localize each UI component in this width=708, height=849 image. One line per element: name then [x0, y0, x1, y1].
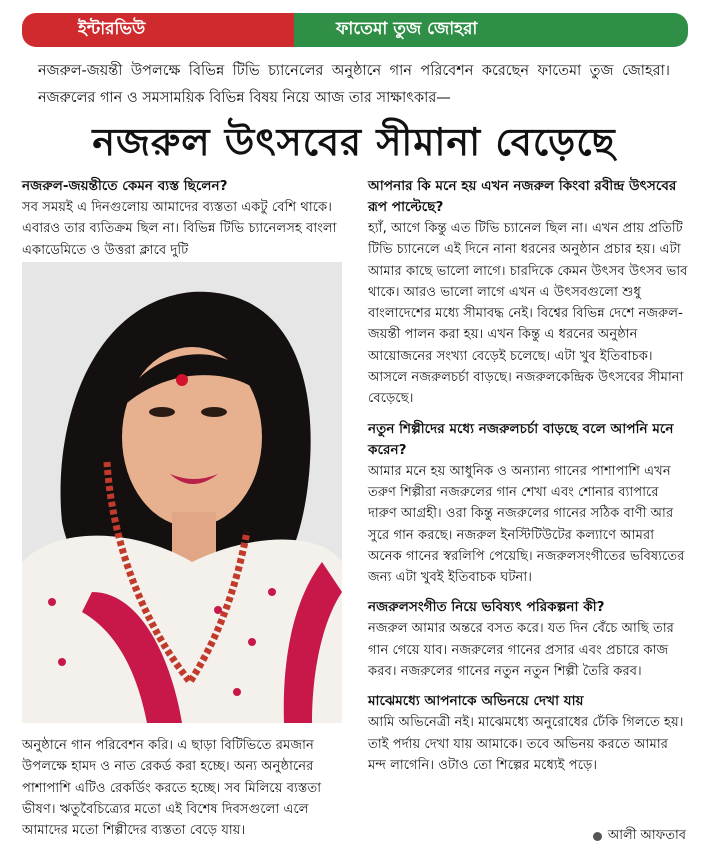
left-eye	[149, 407, 175, 417]
answer-1-part-1: সব সময়ই এ দিনগুলোয় আমাদের ব্যস্ততা একটু বেশি থাকে। এবারও তার ব্যতিক্রম ছিল না। বিভিন্ন টিভি চ্যানেলসহ বাংলা একাডেমিতে ও উত্তরা ক্লাবে দুটি	[22, 200, 337, 258]
portrait-illustration	[22, 262, 342, 723]
answer-5: আমি অভিনেত্রী নই। মাঝেমধ্যে অনুরোধের ঢেঁকি গিলতে হয়। তাই পর্দায় দেখা যায় আমাকে। তবে অভিনয় করতে আমার মন্দ লাগেনি। ওটাও তো শিল্পের মধ্যেই পড়ে।	[368, 715, 684, 773]
bindi-dot	[176, 374, 188, 386]
question-2: আপনার কি মনে হয় এখন নজরুল কিংবা রবীন্দ্র উৎসবের রূপ পাল্টেছে?	[368, 178, 677, 215]
singer-portrait-photo	[22, 262, 342, 723]
byline	[593, 826, 686, 847]
section-tab-bar	[22, 13, 688, 47]
answer-4: নজরুল আমার অন্তরে বসত করে। যত দিন বেঁচে আছি তার গান গেয়ে যাব। নজরুলের গানের প্রসার এবং প্রচারে কাজ করব। নজরুলের গানের নতুন নতুন শিল্পী তৈরি করব।	[368, 621, 674, 680]
answer-2: হ্যাঁ, আগে কিন্তু এত টিভি চ্যানেল ছিল না। এখন প্রায় প্রতিটি টিভি চ্যানেলে এই দিনে নানা ধরনের অনুষ্ঠান প্রচার হয়। এটা আমার কাছে ভালো লাগে। চারদিকে কেমন উৎসব উৎসব ভাব থাকে। আরও ভালো লাগে এখন এ উৎসবগুলো শুধু বাংলাদেশের মধ্যে সীমাবদ্ধ নেই। বিশ্বের বিভিন্ন দেশে নজরুল-জয়ন্তী পালন করা হয়। এখন কিন্তু এ ধরনের অনুষ্ঠান আয়োজনের সংখ্যা বেড়েই চলেছে। এটা খুব ইতিবাচক। আসলে নজরুলচর্চা বাড়ছে। নজরুলকেন্দ্রিক উৎসবের সীমানা বেড়েছে।	[368, 221, 688, 407]
section-tab-interview: ইন্টারভিউ	[22, 13, 294, 47]
headline: নজরুল উৎসবের সীমানা বেড়েছে	[92, 119, 616, 164]
question-3: নতুন শিল্পীদের মধ্যে নজরুলচর্চা বাড়ছে বলে আপনি মনে করেন?	[368, 420, 674, 458]
answer-3: আমার মনে হয় আধুনিক ও অন্যান্য গানের পাশাপাশি এখন তরুণ শিল্পীরা নজরুলের গান শেখা এবং শোনার ব্যাপারে দারুণ আগ্রহী। ওরা কিন্তু নজরুলের গানের সঠিক বাণী আর সুরে গান করছে। নজরুল ইনস্টিটিউটের কল্যাণে আমরা অনেক গানের স্বরলিপি পেয়েছি। নজরুলসংগীতের ভবিষ্যতের জন্য এটা খুবই ইতিবাচক ঘটনা।	[368, 463, 685, 586]
left-column-bottom	[22, 735, 344, 841]
bullet-icon	[593, 832, 602, 841]
left-column-top	[22, 176, 344, 261]
right-eye	[201, 407, 227, 417]
question-4: নজরুলসংগীত নিয়ে ভবিষ্যৎ পরিকল্পনা কী?	[368, 599, 605, 616]
intro-paragraph: নজরুল-জয়ন্তী উপলক্ষে বিভিন্ন টিভি চ্যানেলের অনুষ্ঠানে গান পরিবেশন করেছেন ফাতেমা তুজ জোহরা। নজরুলের গান ও সমসাময়িক বিভিন্ন বিষয় নিয়ে আজ তার সাক্ষাৎকার—	[38, 63, 670, 106]
question-1: নজরুল-জয়ন্তীতে কেমন ব্যস্ত ছিলেন?	[22, 178, 228, 194]
right-column	[368, 176, 688, 776]
byline-author: আলী আফতাব	[607, 828, 686, 843]
answer-1-part-2: অনুষ্ঠানে গান পরিবেশন করি। এ ছাড়া বিটিভিতে রমজান উপলক্ষে হামদ ও নাত রেকর্ড করা হচ্ছে। অন্য অনুষ্ঠানের পাশাপাশি এটিও রেকর্ডিং করতে হচ্ছে। সব মিলিয়ে ব্যস্ততা ভীষণ। ঋতুবৈচিত্র্যের মতো এই বিশেষ দিবসগুলো এলে আমাদের মতো শিল্পীদের ব্যস্ততা বেড়ে যায়।	[22, 738, 322, 839]
question-5: মাঝেমধ্যে আপনাকে অভিনয়ে দেখা যায়	[368, 693, 584, 710]
interviewee-name-tab: ফাতেমা তুজ জোহরা	[294, 13, 688, 47]
